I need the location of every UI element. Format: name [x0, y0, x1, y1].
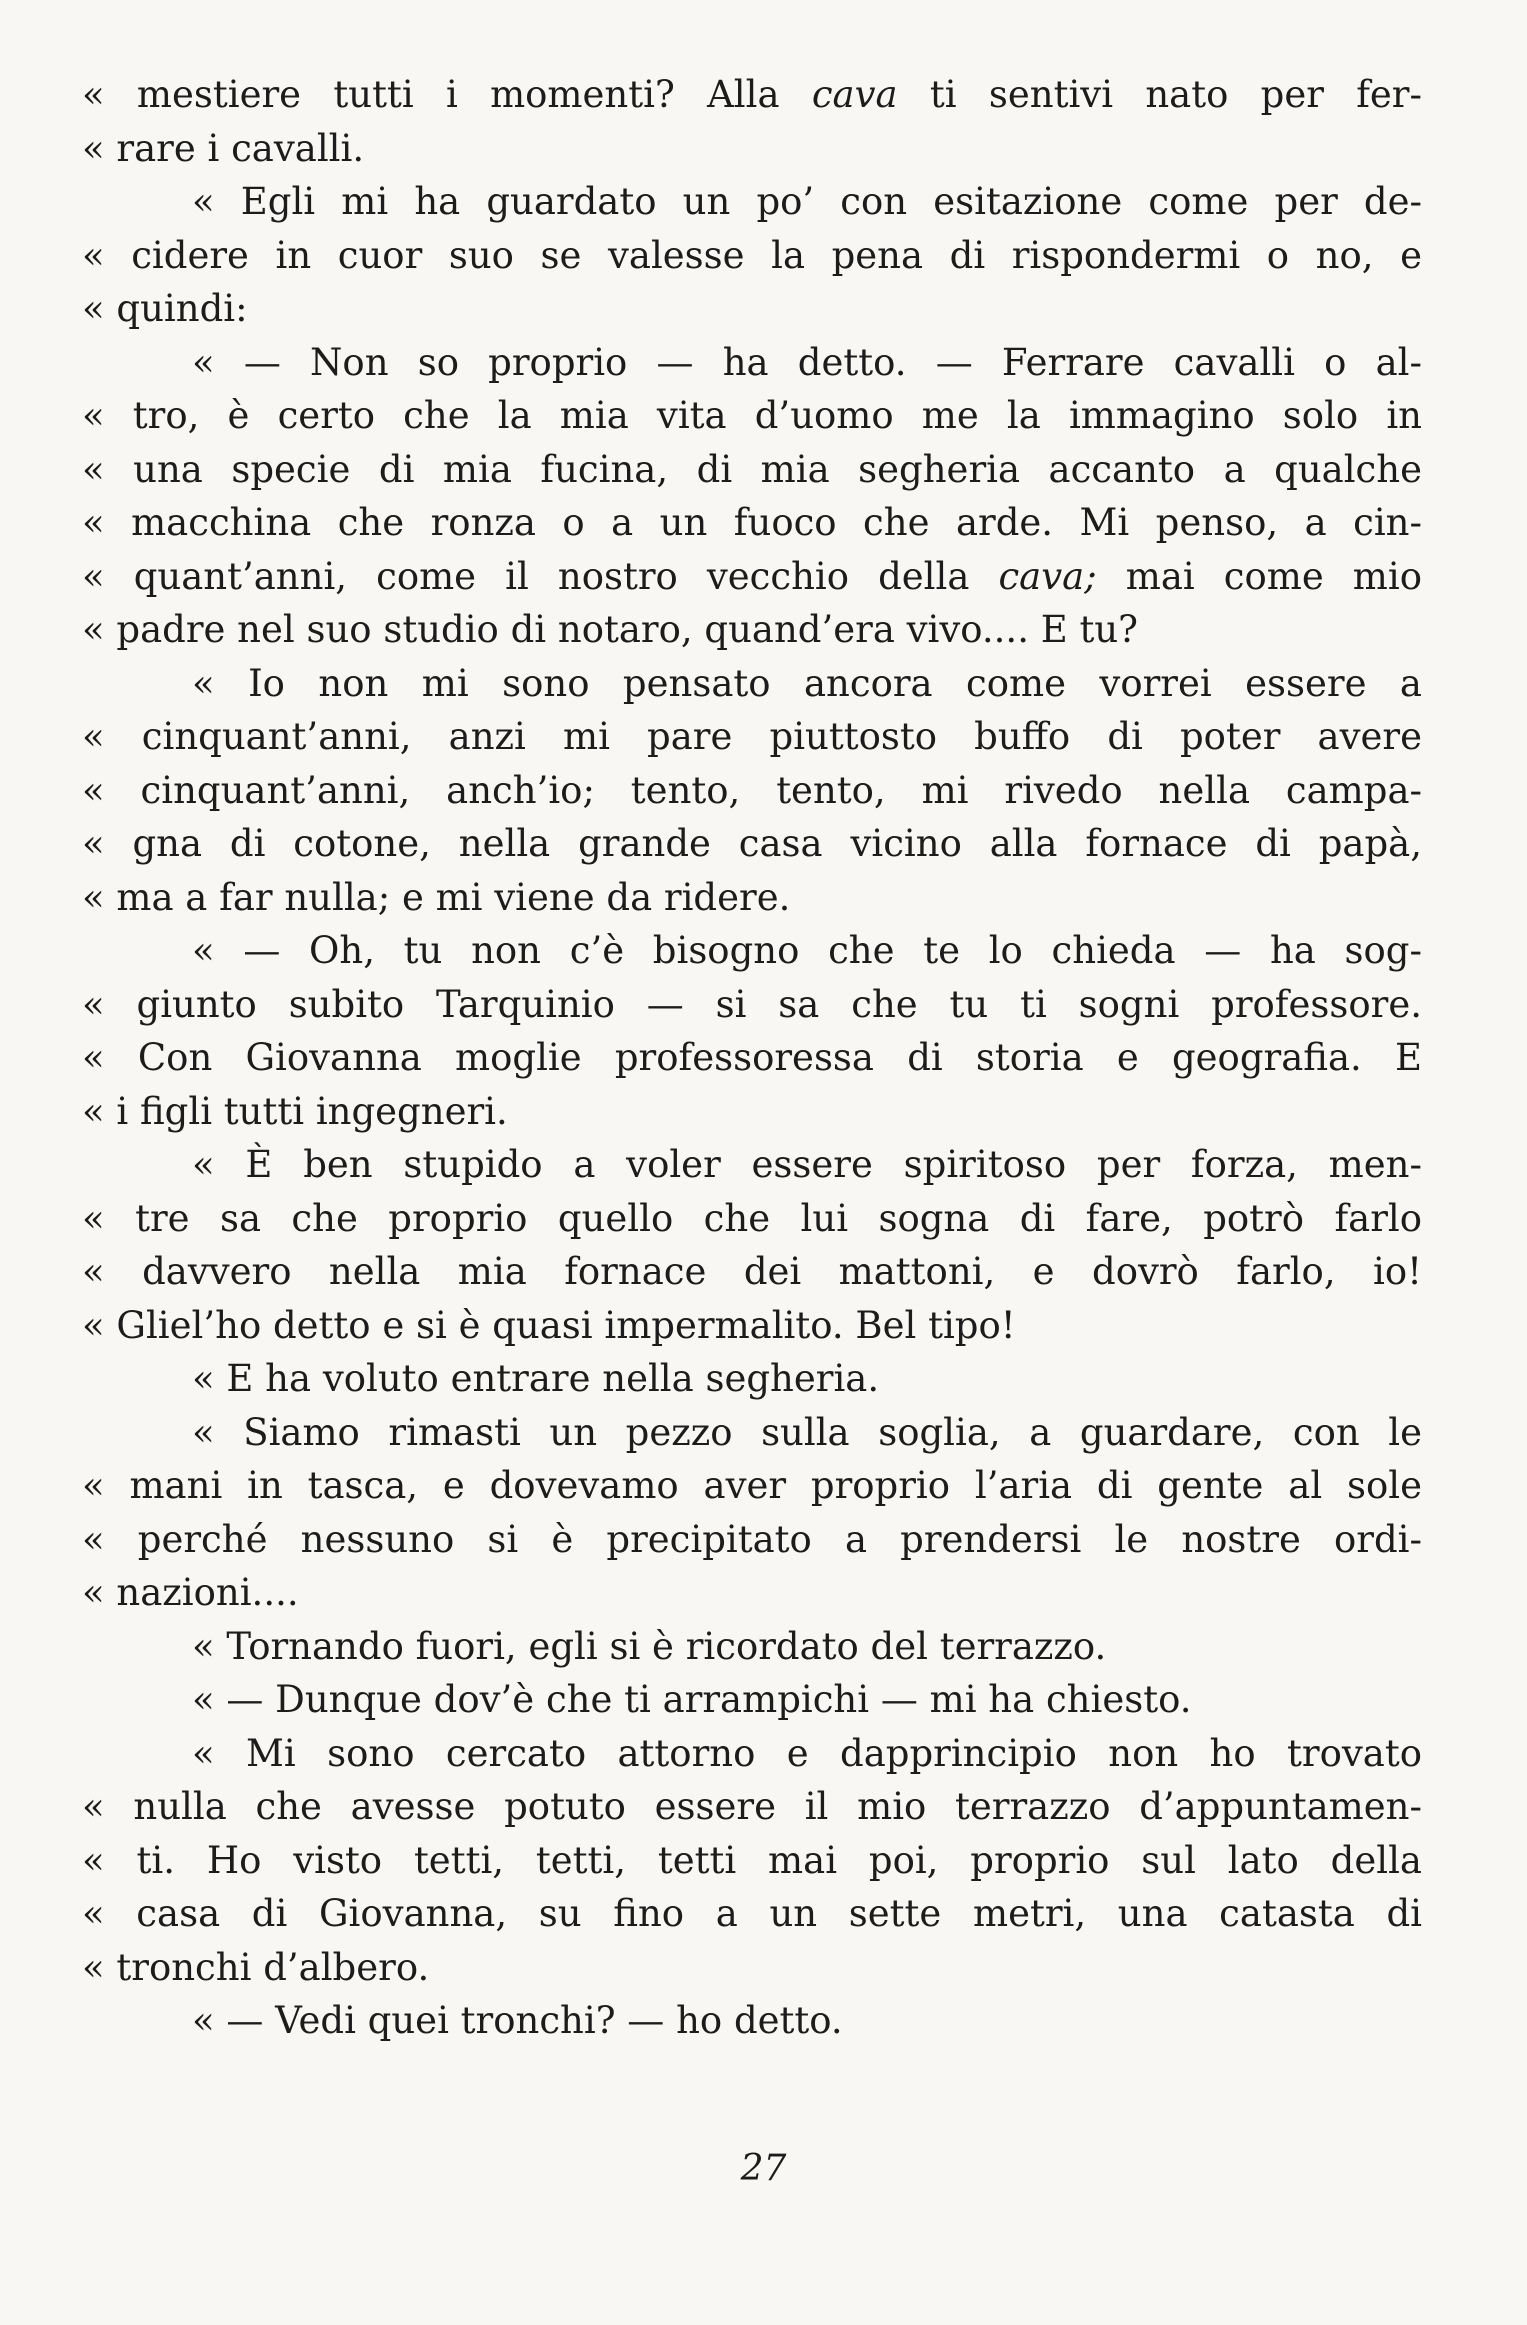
text-line: « padre nel suo studio di notaro, quand’era vivo.... E tu?	[82, 608, 1139, 651]
text-line: « i figli tutti ingegneri.	[82, 1089, 508, 1133]
text-line: « quant’anni, come il nostro vecchio della cava; mai come mio	[82, 554, 1422, 598]
body-text	[82, 68, 1422, 2048]
text-line: « — Vedi quei tronchi? — ho detto.	[192, 1999, 843, 2042]
text-line: « mani in tasca, e dovevamo aver proprio l’aria di gente al sole	[82, 1464, 1422, 1507]
text-line: « È ben stupido a voler essere spiritoso per forza, men-	[192, 1143, 1422, 1186]
text-line: « macchina che ronza o a un fuoco che arde. Mi penso, a cin-	[82, 501, 1422, 544]
text-line: « mestiere tutti i momenti? Alla cava ti sentivi nato per fer-	[82, 73, 1422, 116]
text-line: « — Non so proprio — ha detto. — Ferrare cavalli o al-	[192, 340, 1422, 384]
text-line: « rare i cavalli.	[82, 126, 365, 170]
text-line: « una specie di mia fucina, di mia segheria accanto a qualche	[82, 447, 1422, 491]
text-line: « Mi sono cercato attorno e dapprincipio non ho trovato	[192, 1731, 1422, 1775]
text-line: « ti. Ho visto tetti, tetti, tetti mai poi, proprio sul lato della	[82, 1838, 1422, 1882]
text-line: « cinquant’anni, anzi mi pare piuttosto buffo di poter avere	[82, 715, 1422, 758]
text-line: « Egli mi ha guardato un po’ con esitazione come per de-	[192, 180, 1422, 223]
text-line: « Siamo rimasti un pezzo sulla soglia, a guardare, con le	[192, 1410, 1422, 1454]
text-line: « Gliel’ho detto e si è quasi impermalito. Bel tipo!	[82, 1303, 1016, 1347]
text-line: « tronchi d’albero.	[82, 1945, 430, 1989]
text-line: « davvero nella mia fornace dei mattoni, e dovrò farlo, io!	[82, 1250, 1422, 1293]
text-line: « quindi:	[82, 287, 248, 330]
text-line: « Tornando fuori, egli si è ricordato del terrazzo.	[192, 1624, 1107, 1668]
text-line: « tro, è certo che la mia vita d’uomo me la immagino solo in	[82, 394, 1422, 437]
text-line: « gna di cotone, nella grande casa vicino alla fornace di papà,	[82, 822, 1422, 865]
text-line: « nulla che avesse potuto essere il mio terrazzo d’appuntamen-	[82, 1785, 1422, 1828]
text-line: « giunto subito Tarquinio — si sa che tu ti sogni professore.	[82, 982, 1422, 1026]
text-line: « — Dunque dov’è che ti arrampichi — mi ha chiesto.	[192, 1678, 1192, 1721]
text-line: « perché nessuno si è precipitato a prendersi le nostre ordi-	[82, 1517, 1422, 1561]
text-line: « casa di Giovanna, su fino a un sette metri, una catasta di	[82, 1892, 1422, 1935]
text-line: « nazioni....	[82, 1571, 299, 1614]
text-line: « ma a far nulla; e mi viene da ridere.	[82, 875, 791, 919]
text-line: « tre sa che proprio quello che lui sogna di fare, potrò farlo	[82, 1196, 1422, 1240]
text-line: « Con Giovanna moglie professoressa di storia e geografia. E	[82, 1036, 1422, 1079]
text-line: « — Oh, tu non c’è bisogno che te lo chieda — ha sog-	[192, 929, 1422, 972]
text-line: « cinquant’anni, anch’io; tento, tento, mi rivedo nella campa-	[82, 768, 1422, 812]
text-line: « Io non mi sono pensato ancora come vorrei essere a	[192, 661, 1422, 705]
text-line: « cidere in cuor suo se valesse la pena di rispondermi o no, e	[82, 233, 1422, 277]
text-line: « E ha voluto entrare nella segheria.	[192, 1357, 880, 1400]
page-number: 27	[740, 2148, 787, 2189]
